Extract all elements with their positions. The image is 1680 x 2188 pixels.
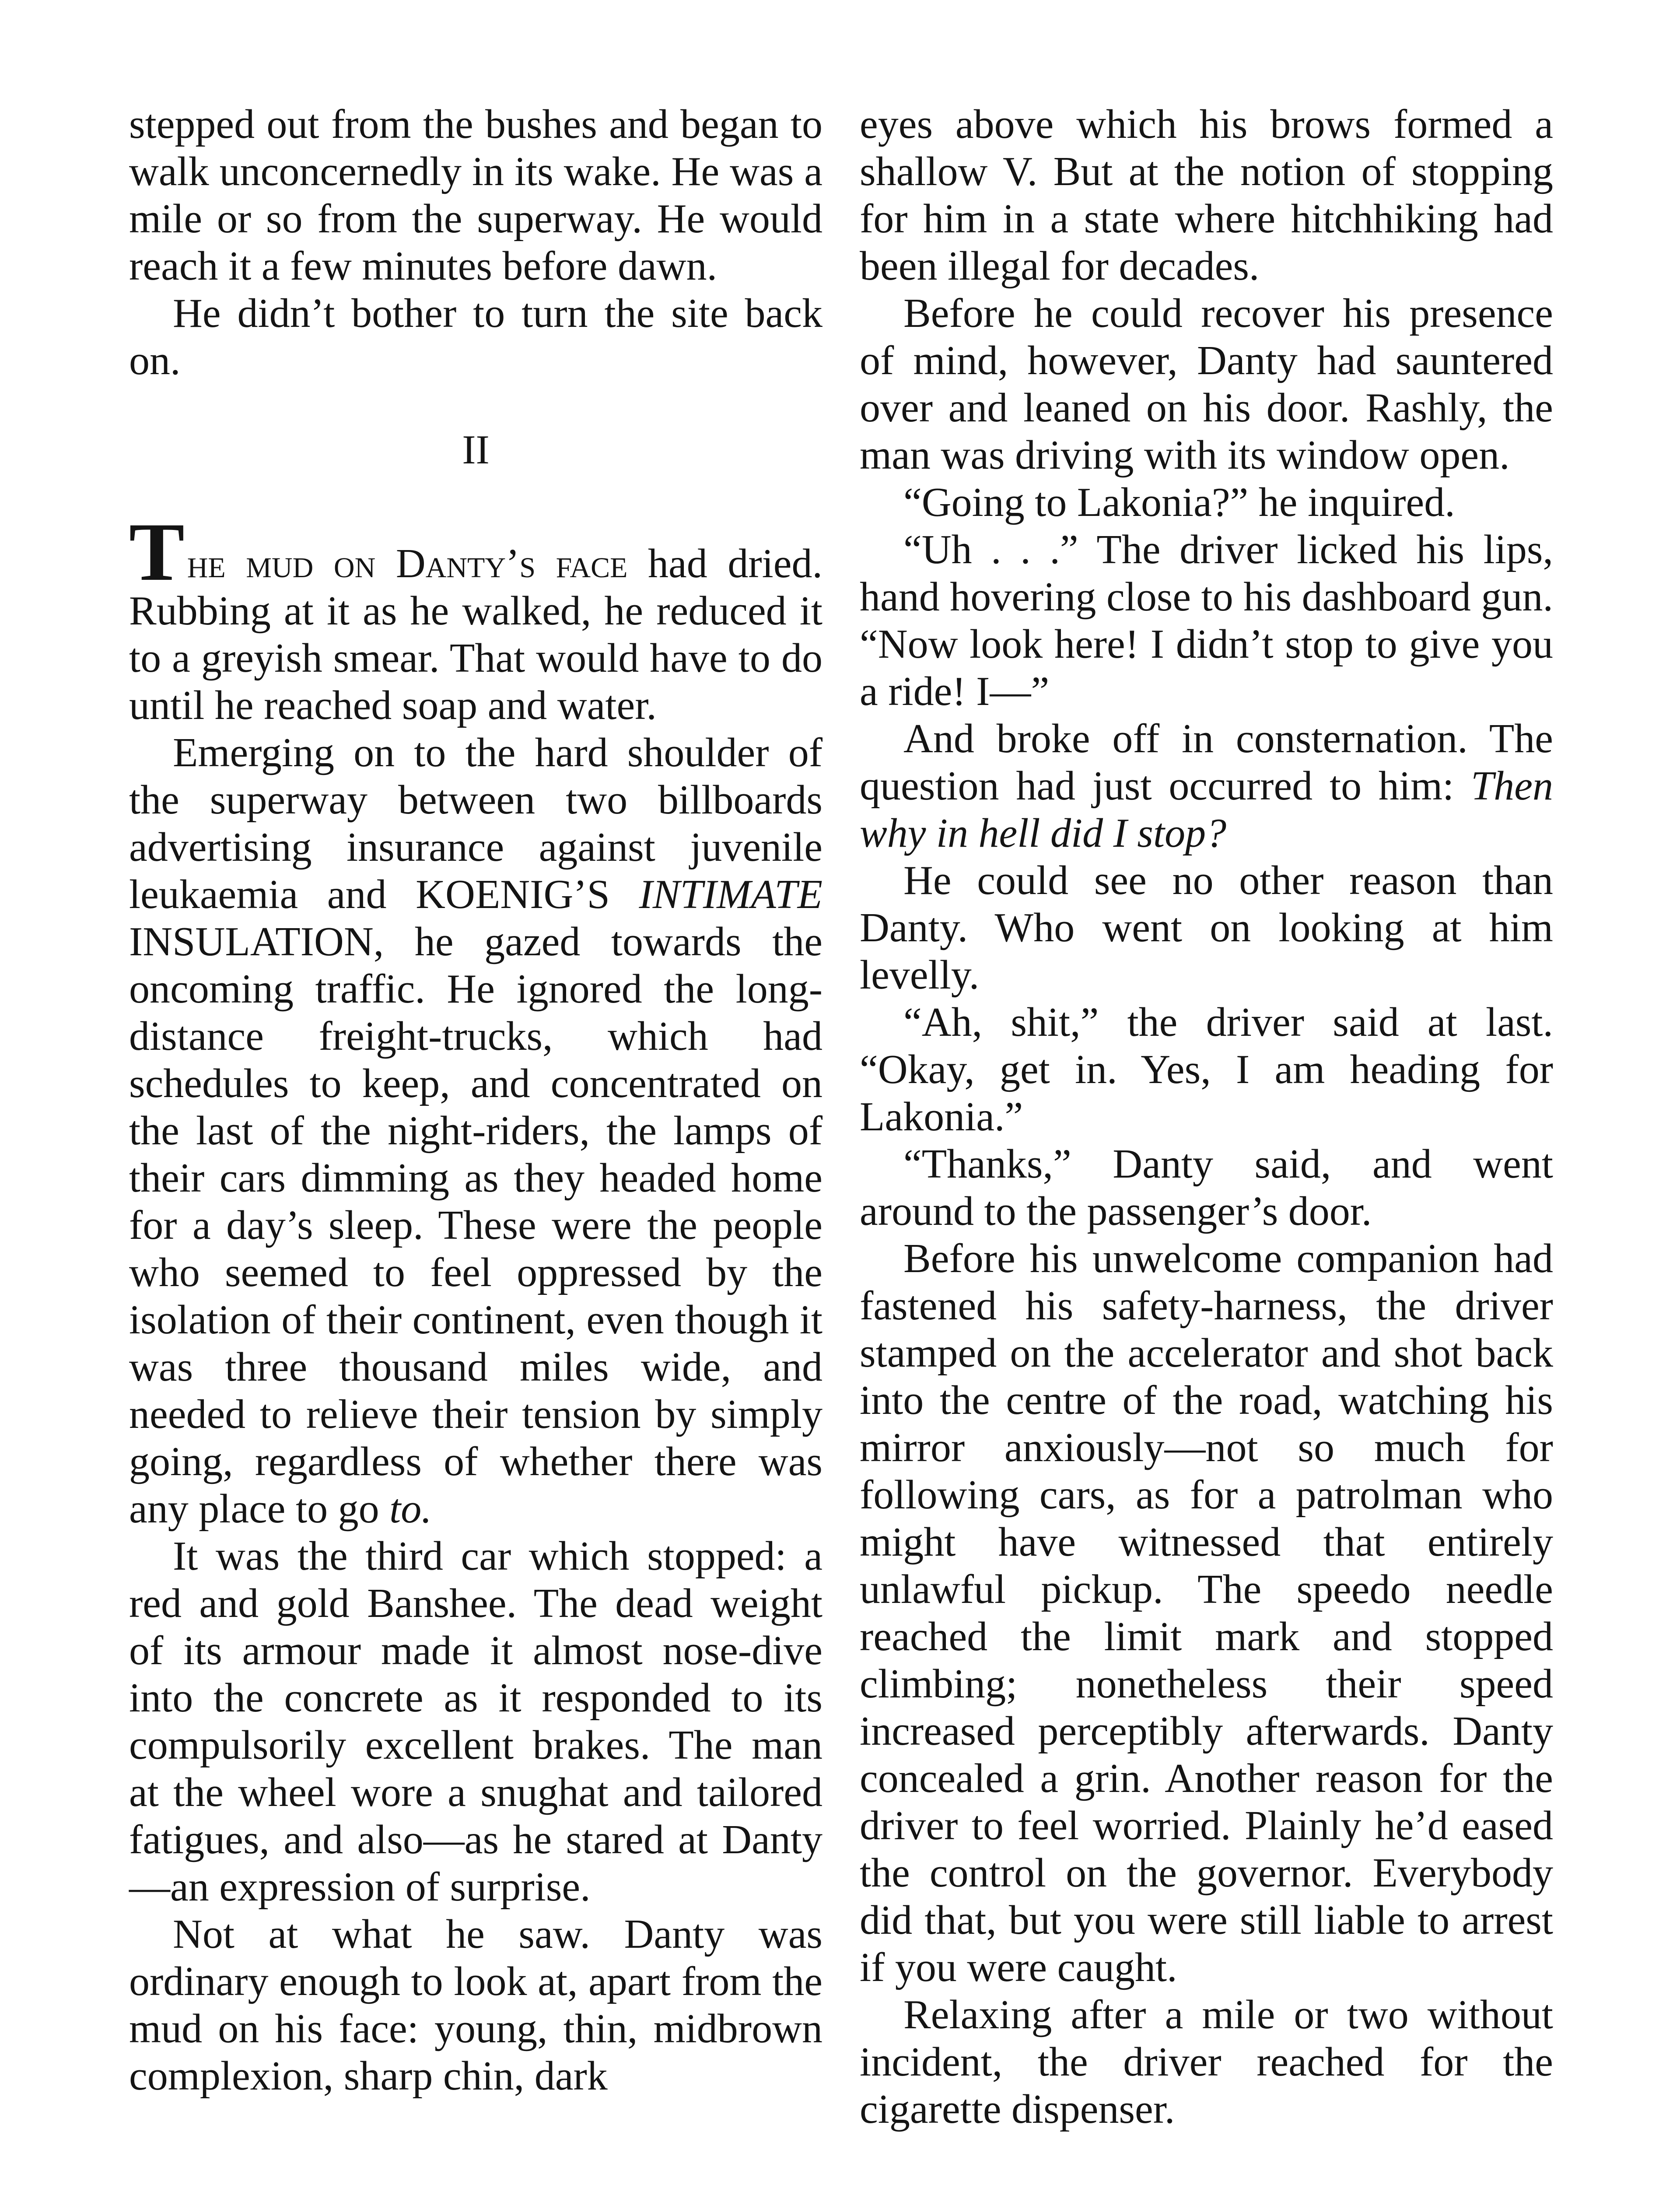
paragraph: “Thanks,” Danty said, and went around to the passenger’s door.	[860, 1141, 1553, 1234]
section-heading: II	[462, 427, 490, 473]
paragraph: “Ah, shit,” the driver said at last. “Okay, get in. Yes, I am heading for Lakonia.”	[860, 999, 1553, 1140]
paragraph	[860, 715, 1553, 857]
paragraph: Relaxing after a mile or two without incident, the driver reached for the cigarette dispenser.	[860, 1992, 1553, 2132]
paragraph: Before he could recover his presence of mind, however, Danty had sauntered over and leaned on his door. Rashly, the man was driving with its window open.	[860, 291, 1553, 478]
paragraph	[129, 729, 822, 1532]
paragraph: “Uh . . .” The driver licked his lips, hand hovering close to his dashboard gun. “Now look here! I didn’t stop to give you a ride! I—”	[860, 527, 1553, 714]
paragraph: Not at what he saw. Danty was ordinary enough to look at, apart from the mud on his face: young, thin, midbrown complexion, sharp chin, dark	[129, 1911, 822, 2099]
paragraph: “Going to Lakonia?” he inquired.	[903, 480, 1455, 525]
paragraph: stepped out from the bushes and began to walk unconcernedly in its wake. He was a mile or so from the superway. He would reach it a few minutes before dawn.	[129, 102, 822, 289]
right-text-column	[860, 101, 1553, 2133]
paragraph: Before his unwelcome companion had fastened his safety-harness, the driver stamped on the accelerator and shot back into the centre of the road, watching his mirror anxiously—not so much for following cars, as for a patrolman who might have witnessed that entirely unlawful pickup. The speedo needle reached the limit mark and stopped climbing; nonetheless their speed increased perceptibly afterwards. Danty concealed a grin. Another reason for the driver to feel worried. Plainly he’d eased the control on the governor. Everybody did that, but you were still liable to arrest if you were caught.	[860, 1236, 1553, 1990]
paragraph: It was the third car which stopped: a red and gold Banshee. The dead weight of its armour made it almost nose-dive into the concrete as it responded to its compulsorily excellent brakes. The man at the wheel wore a snughat and tailored fatigues, and also—as he stared at Danty—an expression of surprise.	[129, 1533, 822, 1910]
paragraph-text: INSULATION, he gazed towards the oncoming traffic. He ignored the long-distance freight-trucks, which had schedules to keep, and concentrated on the last of the night-riders, the lamps of their cars dimming as they headed home for a day’s sleep. These were the people who seemed to feel oppressed by the isolation of their continent, even though it was three thousand miles wide, and needed to relieve their tension by simply going, regardless of whether there was any place to go	[129, 919, 822, 1532]
italic-text: Then why in hell did I stop?	[860, 763, 1553, 856]
section-opening-paragraph	[129, 506, 822, 729]
paragraph-text: And broke off in consternation. The question had just occurred to him:	[860, 716, 1553, 809]
italic-text: INTIMATE	[639, 872, 822, 917]
drop-cap: T	[129, 506, 185, 598]
paragraph: He didn’t bother to turn the site back on.	[129, 291, 822, 383]
italic-text: to.	[389, 1486, 432, 1532]
paragraph-text: Emerging on to the hard shoulder of the superway between two billboards advertising insurance against juvenile leukaemia and KOENIG’S	[129, 730, 822, 917]
paragraph: He could see no other reason than Danty. Who went on looking at him levelly.	[860, 858, 1553, 998]
paragraph: eyes above which his brows formed a shallow V. But at the notion of stopping for him in a state where hitchhiking had been illegal for decades.	[860, 102, 1553, 289]
small-caps-lead: he mud on	[187, 541, 396, 586]
small-caps-name: Danty’s face	[396, 541, 628, 586]
paragraph-text: had dried. Rubbing at it as he walked, he reduced it to a greyish smear. That would have to do until he reached soap and water.	[129, 541, 822, 728]
left-text-column	[129, 101, 822, 2100]
